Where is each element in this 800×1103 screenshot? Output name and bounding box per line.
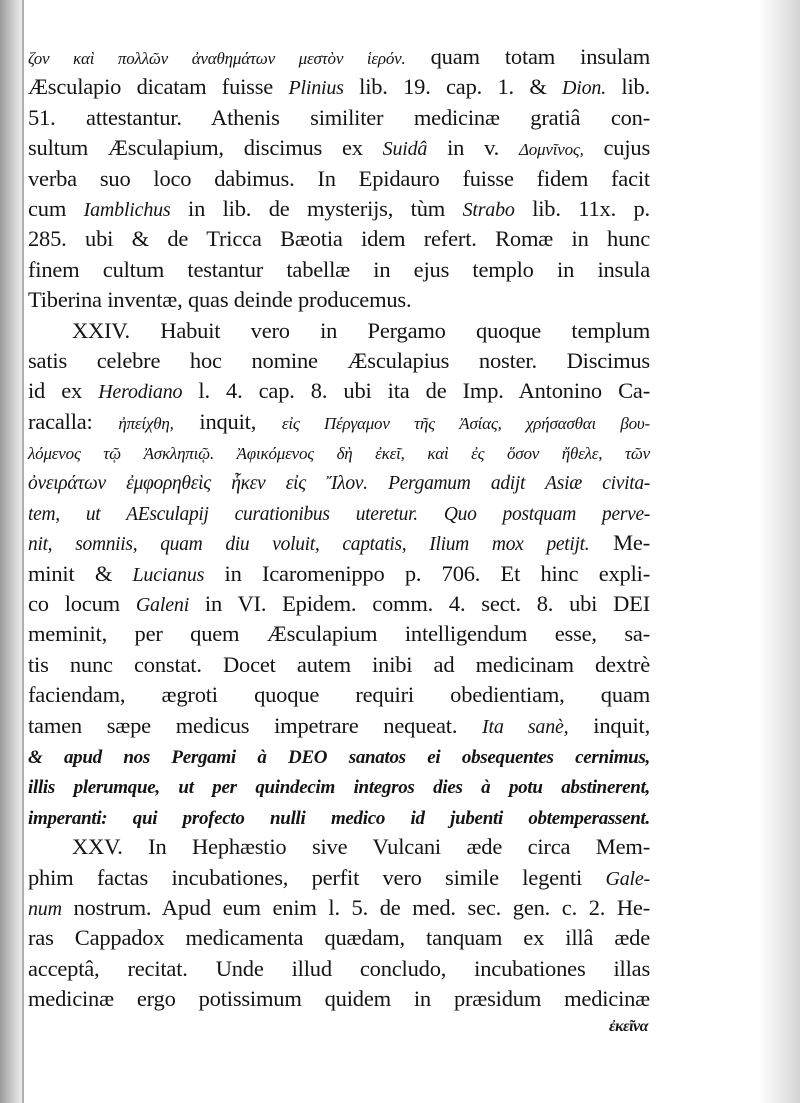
roman-text: inquit,	[173, 408, 282, 434]
roman-text: XXIV. Habuit vero in Pergamo quoque templum	[72, 317, 650, 343]
text-line	[28, 103, 650, 133]
text-line	[28, 346, 650, 376]
text-line	[28, 650, 650, 680]
text-line	[28, 559, 650, 589]
text-line	[28, 467, 650, 497]
text-line	[28, 255, 650, 285]
italic-text: Suidâ	[382, 138, 428, 161]
roman-text: cum	[28, 195, 84, 221]
text-line	[28, 711, 650, 741]
text-line	[28, 224, 650, 254]
text-line	[28, 376, 650, 406]
roman-text: phim factas incubationes, perfit vero simile legenti	[28, 864, 606, 890]
roman-text: co locum	[28, 591, 136, 617]
italic-text: num	[28, 897, 62, 920]
italic-text: Plinius	[288, 77, 344, 100]
italic-text: Iamblichus	[83, 198, 171, 221]
text-line	[28, 923, 650, 953]
roman-text: ras Cappadox medicamenta quædam, tanquam ex illâ æde	[28, 925, 650, 951]
roman-text: lib. 11x. p.	[514, 195, 650, 221]
italic-text: & apud nos Pergami à DEO sanatos ei obsequentes cernimus,	[28, 746, 650, 768]
italic-text: tem, ut AEsculapij curationibus uteretur. Quo postquam perve-	[28, 503, 650, 525]
italic-text: illis plerumque, ut per quindecim integros dies à potu abstinerent,	[28, 777, 650, 799]
roman-text: nostrum. Apud eum enim l. 5. de med. sec. gen. c. 2. He-	[61, 894, 650, 920]
text-line	[28, 893, 650, 923]
book-spine-shadow	[22, 0, 24, 1103]
italic-text: Gale-	[605, 867, 650, 890]
text-line	[28, 680, 650, 710]
italic-text: Galeni	[135, 594, 190, 617]
text-line	[28, 407, 650, 437]
italic-text: nit, somniis, quam diu voluit, captatis, Ilium mox petijt.	[28, 534, 590, 556]
text-line	[28, 589, 650, 619]
roman-text: Tiberina inventæ, quas deinde producemus.	[28, 287, 412, 313]
text-line	[28, 72, 650, 102]
catchword: ἐκεῖνα	[609, 1018, 648, 1035]
roman-text: Me-	[589, 530, 650, 556]
greek-text: εἰς Πέργαμον τῆς Ἀσίας, χρήσασθαι βου-	[281, 413, 650, 433]
roman-text: inquit,	[568, 712, 650, 738]
text-line	[28, 42, 650, 72]
text-line	[28, 285, 650, 315]
page-body-text	[28, 42, 650, 1015]
roman-text: medicinæ ergo potissimum quidem in præsidum medicinæ	[28, 986, 650, 1012]
italic-text: imperanti: qui profecto nulli medico id jubenti obtemperassent.	[28, 807, 650, 829]
text-line	[28, 164, 650, 194]
roman-text: XXV. In Hephæstio sive Vulcani æde circa Mem-	[72, 834, 650, 860]
text-line	[28, 133, 650, 163]
roman-text: quam totam insulam	[405, 44, 650, 69]
roman-text: lib.	[606, 74, 650, 100]
italic-text: Ita sanè,	[482, 715, 569, 738]
roman-text: id ex	[28, 378, 99, 404]
text-line	[28, 437, 650, 467]
italic-text: ὀνειράτων ἐμφορηθεὶς ἧκεν εἰς Ἴλον. Pergamum adijt Asiæ civita-	[28, 473, 650, 495]
text-line	[28, 832, 650, 862]
greek-text: ζον καὶ πολλῶν ἀναθημάτων μεστὸν ἱερόν.	[28, 49, 406, 68]
scan-left-edge	[0, 0, 24, 1103]
text-line	[28, 984, 650, 1014]
italic-text: Dion.	[562, 77, 607, 100]
roman-text: in Icaromenippo p. 706. Et hinc expli-	[204, 560, 651, 586]
text-line	[28, 498, 650, 528]
text-line	[28, 802, 650, 832]
roman-text: in v.	[427, 135, 519, 161]
roman-text: 51. attestantur. Athenis similiter medicinæ gratiâ con-	[28, 104, 650, 130]
roman-text: tamen sæpe medicus impetrare nequeat.	[28, 712, 483, 738]
roman-text: in VI. Epidem. comm. 4. sect. 8. ubi DEI	[189, 591, 650, 617]
roman-text: tis nunc constat. Docet autem inibi ad medicinam dextrè	[28, 651, 650, 677]
roman-text: meminit, per quem Æsculapium intelligendum esse, sa-	[28, 621, 650, 647]
greek-text: ἠπείχθη,	[118, 413, 174, 433]
roman-text: faciendam, ægroti quoque requiri obedientiam, quam	[28, 682, 650, 708]
italic-text: Strabo	[462, 198, 515, 221]
roman-text: in lib. de mysterijs, tùm	[170, 195, 463, 221]
roman-text: Æsculapio dicatam fuisse	[28, 74, 289, 100]
roman-text: acceptâ, recitat. Unde illud concludo, incubationes illas	[28, 955, 650, 981]
italic-text: Lucianus	[132, 563, 205, 586]
text-line	[28, 954, 650, 984]
greek-text: Δομνῖνος,	[518, 140, 584, 160]
text-line	[28, 741, 650, 771]
roman-text: sultum Æsculapium, discimus ex	[28, 135, 383, 161]
italic-text: Herodiano	[98, 381, 183, 404]
roman-text: l. 4. cap. 8. ubi ita de Imp. Antonino Ca-	[182, 378, 650, 404]
roman-text: 285. ubi & de Tricca Bæotia idem refert. Romæ in hunc	[28, 226, 650, 252]
text-line	[28, 619, 650, 649]
scan-right-edge	[758, 0, 800, 1103]
roman-text: minit &	[28, 560, 133, 586]
roman-text: verba suo loco dabimus. In Epidauro fuisse fidem facit	[28, 165, 650, 191]
text-line	[28, 316, 650, 346]
roman-text: finem cultum testantur tabellæ in ejus templo in insula	[28, 256, 650, 282]
roman-text: racalla:	[28, 408, 119, 434]
roman-text: cujus	[583, 135, 650, 161]
roman-text: satis celebre hoc nomine Æsculapius noster. Discimus	[28, 347, 650, 373]
text-line	[28, 528, 650, 558]
text-line	[28, 771, 650, 801]
text-line	[28, 194, 650, 224]
roman-text: lib. 19. cap. 1. &	[343, 74, 563, 100]
text-line	[28, 863, 650, 893]
greek-text: λόμενος τῷ Ἀσκληπιῷ. Ἀφικόμενος δὴ ἐκεῖ, καὶ ἐς ὅσον ἤθελε, τῶν	[28, 444, 650, 464]
